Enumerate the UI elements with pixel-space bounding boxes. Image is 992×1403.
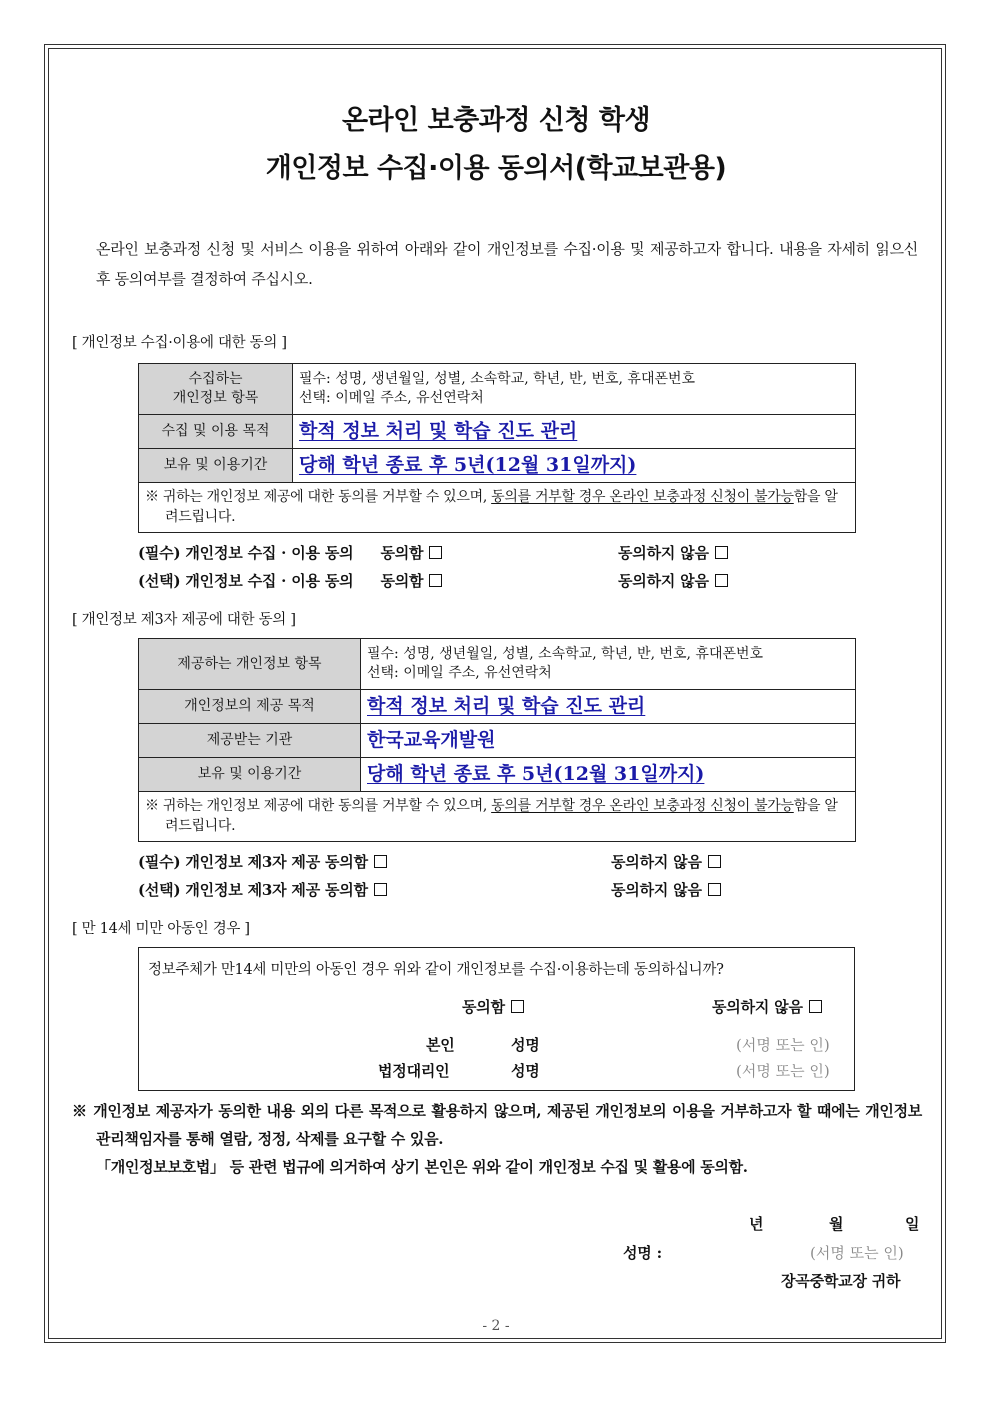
- disagree-checkbox[interactable]: [715, 546, 728, 559]
- date-day-label: 일: [905, 1215, 920, 1233]
- section1-label: [ 개인정보 수집·이용에 대한 동의 ]: [72, 335, 287, 351]
- section3-label: [ 만 14세 미만 아동인 경우 ]: [72, 921, 250, 937]
- row-value: 필수: 성명, 생년월일, 성별, 소속학교, 학년, 반, 번호, 휴대폰번호 선택: 이메일 주소, 유선연락처: [361, 639, 856, 690]
- consent-required-collect-disagree: [618, 542, 728, 563]
- intro-paragraph: 온라인 보충과정 신청 및 서비스 이용을 위하여 아래와 같이 개인정보를 수집·이용 및 제공하고자 합니다. 내용을 자세히 읽으신 후 동의여부를 결정하여 주십시오.: [96, 240, 918, 288]
- disagree-checkbox[interactable]: [708, 883, 721, 896]
- notice-underlined-text: 동의를 거부할 경우 온라인 보충과정 신청이 불가능: [491, 488, 794, 505]
- date-month-label: 월: [829, 1215, 844, 1233]
- row-header: 제공하는 개인정보 항목: [139, 639, 361, 690]
- agree-checkbox[interactable]: [429, 546, 442, 559]
- agree-checkbox[interactable]: [374, 855, 387, 868]
- table-row: [139, 724, 856, 758]
- agree-label: 동의함: [462, 998, 505, 1016]
- table-row: [139, 792, 856, 842]
- disagree-label: 동의하지 않음: [611, 853, 702, 871]
- consent-label: (필수) 개인정보 수집 · 이용 동의: [138, 544, 354, 562]
- signature-sign-field[interactable]: (서명 또는 인): [810, 1244, 904, 1262]
- section2-label: [ 개인정보 제3자 제공에 대한 동의 ]: [72, 612, 296, 628]
- row-value: 당해 학년 종료 후 5년(12월 31일까지): [361, 758, 856, 792]
- row-header: 보유 및 이용기간: [139, 758, 361, 792]
- document-title-line1: 온라인 보충과정 신청 학생: [341, 105, 651, 136]
- row-value: 필수: 성명, 생년월일, 성별, 소속학교, 학년, 반, 번호, 휴대폰번호 선택: 이메일 주소, 유선연락처: [293, 364, 856, 415]
- page-number: - 2 -: [482, 1318, 510, 1334]
- row-value: 한국교육개발원: [361, 724, 856, 758]
- person-name-label: 성명: [511, 1036, 540, 1054]
- row-value: 당해 학년 종료 후 5년(12월 31일까지): [293, 449, 856, 483]
- table-row: [139, 364, 856, 415]
- agree-checkbox[interactable]: [511, 1000, 524, 1013]
- table-row: [139, 690, 856, 724]
- person-sign-field[interactable]: (서명 또는 인): [736, 1036, 830, 1054]
- signature-name-label: 성명 :: [623, 1244, 662, 1262]
- table-row: [139, 415, 856, 449]
- consent-optional-collect: [138, 570, 442, 591]
- guardian-label: 법정대리인: [378, 1062, 450, 1080]
- disagree-checkbox[interactable]: [715, 574, 728, 587]
- disagree-checkbox[interactable]: [809, 1000, 822, 1013]
- agree-checkbox[interactable]: [374, 883, 387, 896]
- row-header: 수집 및 이용 목적: [139, 415, 293, 449]
- agree-label: 동의함: [380, 544, 424, 562]
- row-header: 보유 및 이용기간: [139, 449, 293, 483]
- row-header: 제공받는 기관: [139, 724, 361, 758]
- footnote-line1: ※ 개인정보 제공자가 동의한 내용 외의 다른 목적으로 활용하지 않으며, 제공된 개인정보의 이용을 거부하고자 할 때에는 개인정보 관리책임자를 통해 열람, 정정, 삭제를 요구할 수 있음.: [72, 1102, 922, 1148]
- consent-optional-third-party-disagree: [611, 879, 721, 900]
- notice-text-end: 함을 알려드립니다.: [165, 797, 838, 834]
- row-value: 학적 정보 처리 및 학습 진도 관리: [293, 415, 856, 449]
- table-row: [139, 449, 856, 483]
- consent-label: (선택) 개인정보 제3자 제공 동의함: [138, 881, 368, 899]
- child-consent-disagree: [712, 996, 822, 1017]
- table-row: [139, 639, 856, 690]
- guardian-name-label: 성명: [511, 1062, 540, 1080]
- disagree-label: 동의하지 않음: [611, 881, 702, 899]
- legal-footnote: [72, 1097, 922, 1181]
- guardian-sign-field[interactable]: (서명 또는 인): [736, 1062, 830, 1080]
- notice-text: ※ 귀하는 개인정보 제공에 대한 동의를 거부할 수 있으며,: [145, 797, 492, 814]
- consent-optional-third-party: [138, 879, 387, 900]
- disagree-label: 동의하지 않음: [712, 998, 803, 1016]
- consent-required-collect: [138, 542, 442, 563]
- footnote-line2: 「개인정보보호법」 등 관련 법규에 의거하여 상기 본인은 위와 같이 개인정보 수집 및 활용에 동의함.: [96, 1158, 748, 1176]
- date-year-label: 년: [749, 1215, 764, 1233]
- addressee: 장곡중학교장 귀하: [781, 1272, 901, 1290]
- notice-text-end: 함을 알려드립니다.: [165, 488, 838, 525]
- table-row: [139, 758, 856, 792]
- disagree-label: 동의하지 않음: [618, 572, 709, 590]
- notice-text: ※ 귀하는 개인정보 제공에 대한 동의를 거부할 수 있으며,: [145, 488, 492, 505]
- refusal-notice: [139, 483, 856, 533]
- consent-required-third-party-disagree: [611, 851, 721, 872]
- consent-label: (필수) 개인정보 제3자 제공 동의함: [138, 853, 368, 871]
- child-consent-agree: [462, 996, 524, 1017]
- consent-required-third-party: [138, 851, 387, 872]
- section2-table: [138, 638, 856, 842]
- row-value: 학적 정보 처리 및 학습 진도 관리: [361, 690, 856, 724]
- section1-table: [138, 363, 856, 533]
- disagree-checkbox[interactable]: [708, 855, 721, 868]
- document-title-line2: 개인정보 수집·이용 동의서(학교보관용): [265, 153, 727, 184]
- row-header: 수집하는 개인정보 항목: [139, 364, 293, 415]
- consent-optional-collect-disagree: [618, 570, 728, 591]
- table-row: [139, 483, 856, 533]
- consent-label: (선택) 개인정보 수집 · 이용 동의: [138, 572, 354, 590]
- agree-checkbox[interactable]: [429, 574, 442, 587]
- row-header: 개인정보의 제공 목적: [139, 690, 361, 724]
- agree-label: 동의함: [380, 572, 424, 590]
- person-label: 본인: [426, 1036, 455, 1054]
- refusal-notice: [139, 792, 856, 842]
- child-consent-question: 정보주체가 만14세 미만의 아동인 경우 위와 같이 개인정보를 수집·이용하는데 동의하십니까?: [148, 962, 724, 978]
- notice-underlined-text: 동의를 거부할 경우 온라인 보충과정 신청이 불가능: [491, 797, 794, 814]
- disagree-label: 동의하지 않음: [618, 544, 709, 562]
